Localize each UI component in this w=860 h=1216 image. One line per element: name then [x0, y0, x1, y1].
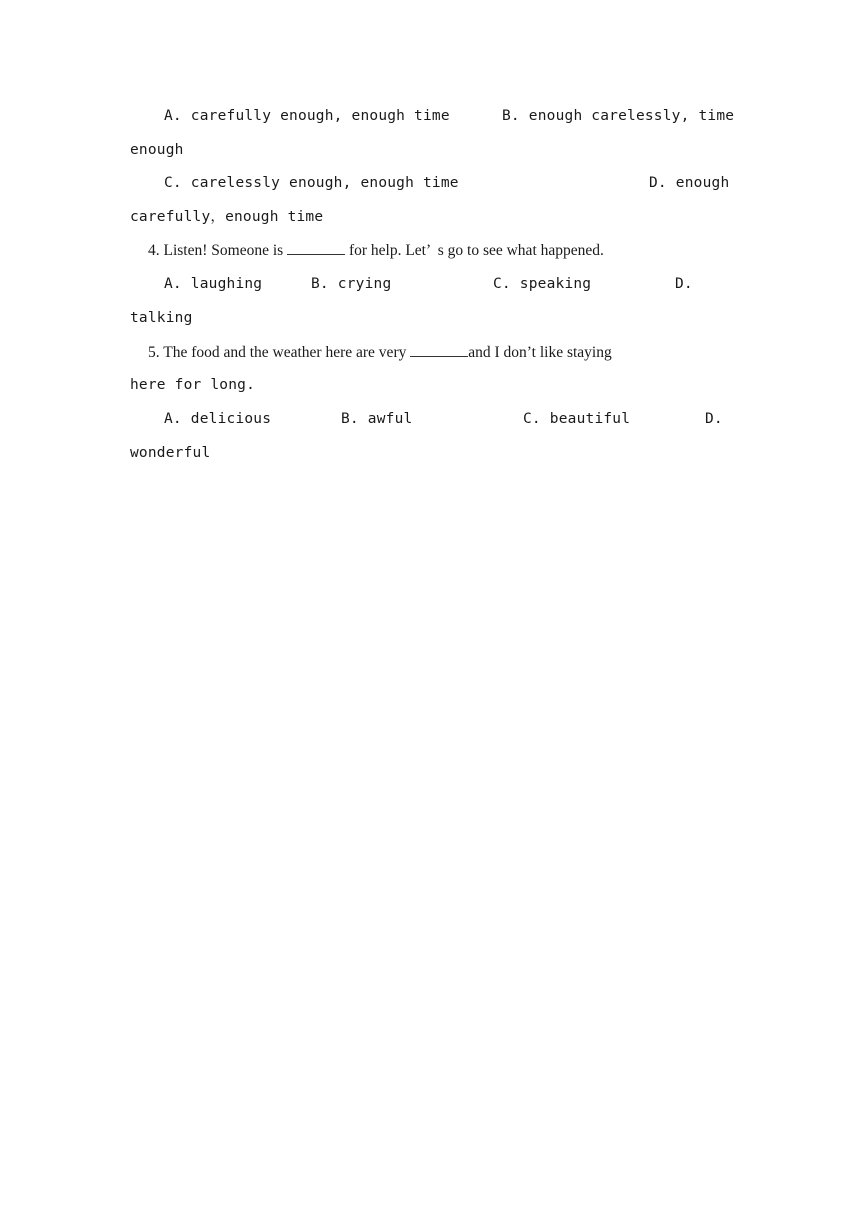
q4-option-a: A. laughing — [164, 276, 263, 292]
q4-option-c: C. speaking — [493, 276, 592, 292]
q5-stem-after: and I don’t like staying — [468, 344, 612, 361]
q4-answer-blank — [287, 240, 345, 255]
q4-option-b: B. crying — [311, 276, 392, 292]
q5-option-d-wrap: wonderful — [130, 445, 211, 461]
q4-stem-before: 4. Listen! Someone is — [148, 242, 288, 259]
q3-option-b-wrap: enough — [130, 142, 184, 158]
q5-stem-wrap: here for long. — [130, 377, 256, 393]
q5-option-c: C. beautiful — [523, 411, 631, 427]
q4-option-d-wrap: talking — [130, 310, 193, 326]
q3-option-c: C. carelessly enough, enough time — [164, 175, 459, 191]
q5-answer-blank — [410, 342, 468, 357]
q5-stem-before: 5. The food and the weather here are very — [148, 344, 411, 361]
q5-option-d: D. — [705, 411, 723, 427]
q4-stem-after: for help. Let’ s go to see what happened. — [345, 242, 604, 259]
q3-option-d: D. enough — [649, 175, 730, 191]
q5-option-b: B. awful — [341, 411, 413, 427]
q4-option-d: D. — [675, 276, 693, 292]
q5-option-a: A. delicious — [164, 411, 272, 427]
q4-stem — [148, 240, 604, 260]
q5-stem — [148, 342, 612, 362]
q3-option-b: B. enough carelessly, time — [502, 108, 735, 124]
q3-option-a: A. carefully enough, enough time — [164, 108, 450, 124]
q3-option-d-wrap: carefully，enough time — [130, 209, 324, 225]
